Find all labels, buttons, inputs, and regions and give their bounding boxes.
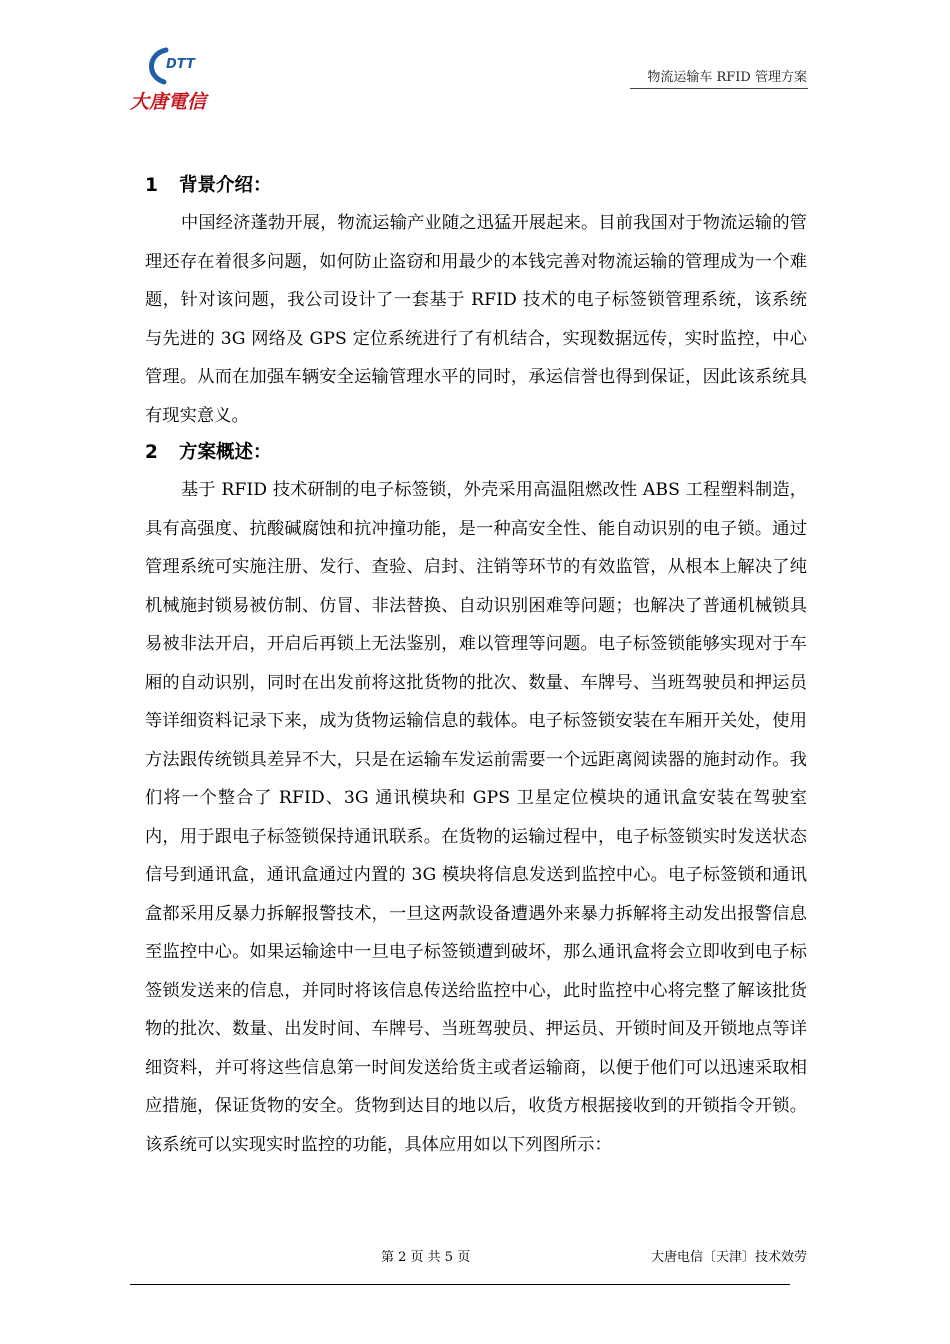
footer-company: 大唐电信〔天津〕技术效劳 xyxy=(650,1250,807,1265)
section-number: 1 xyxy=(145,175,158,196)
section-body-2: 基于 RFID 技术研制的电子标签锁，外壳采用高温阻燃改性 ABS 工程塑料制造，具有高强度、抗酸碱腐蚀和抗冲撞功能，是一种高安全性、能自动识别的电子锁。通过管理系统可实施注册、发行、查验、启封、注销等环节的有效监管，从根本上解决了纯机械施封锁易被仿制、仿冒、非法替换、自动识别困难等问题；也解决了普通机械锁具易被非法开启，开启后再锁上无法鉴别，难以管理等问题。电子标签锁能够实现对于车厢的自动识别，同时在出发前将这批货物的批次、数量、车牌号、当班驾驶员和押运员等详细资料记录下来，成为货物运输信息的载体。电子标签锁安装在车厢开关处，使用方法跟传统锁具差异不大，只是在运输车发运前需要一个远距离阅读器的施封动作。我们将一个整合了 RFID、3G 通讯模块和 GPS 卫星定位模块的通讯盒安装在驾驶室内，用于跟电子标签锁保持通讯联系。在货物的运输过程中，电子标签锁实时发送状态信号到通讯盒，通讯盒通过内置的 3G 模块将信息发送到监控中心。电子标签锁和通讯盒都采用反暴力拆解报警技术，一旦这两款设备遭遇外来暴力拆解将主动发出报警信息至监控中心。如果运输途中一旦电子标签锁遭到破坏，那么通讯盒将会立即收到电子标签锁发送来的信息，并同时将该信息传送给监控中心，此时监控中心将完整了解该批货物的批次、数量、出发时间、车牌号、当班驾驶员、押运员、开锁时间及开锁地点等详细资料，并可将这些信息第一时间发送给货主或者运输商，以便于他们可以迅速采取相应措施，保证货物的安全。货物到达目的地以后，收货方根据接收到的开锁指令开锁。 该系统可以实现实时监控的功能，具体应用如以下列图所示： xyxy=(145,480,807,1155)
section-title: 背景介绍： xyxy=(179,175,272,196)
section-title: 方案概述： xyxy=(179,442,272,463)
footer-rule xyxy=(130,1284,790,1285)
logo-arc xyxy=(151,50,166,82)
section-body-1: 中国经济蓬勃开展，物流运输产业随之迅猛开展起来。目前我国对于物流运输的管理还存在着很多问题，如何防止盗窃和用最少的本钱完善对物流运输的管理成为一个难题，针对该问题，我公司设计了一套基于 RFID 技术的电子标签锁管理系统，该系统与先进的 3G 网络及 GPS 定位系统进行了有机结合，实现数据远传，实时监控，中心管理。从而在加强车辆安全运输管理水平的同时，承运信誉也得到保证，因此该系统具有现实意义。 xyxy=(145,213,807,426)
header-rule xyxy=(630,88,808,89)
document-body xyxy=(145,168,807,1164)
logo-mark-text: DTT xyxy=(166,57,195,72)
section-heading-2 xyxy=(145,435,807,471)
section-heading-1 xyxy=(145,168,807,204)
section-number: 2 xyxy=(145,442,158,463)
document-title: 物流运输车 RFID 管理方案 xyxy=(647,70,807,85)
page-number: 第 2 页 共 5 页 xyxy=(381,1250,471,1265)
logo-calligraphy: 大唐電信 xyxy=(130,91,207,113)
company-logo xyxy=(130,44,220,116)
